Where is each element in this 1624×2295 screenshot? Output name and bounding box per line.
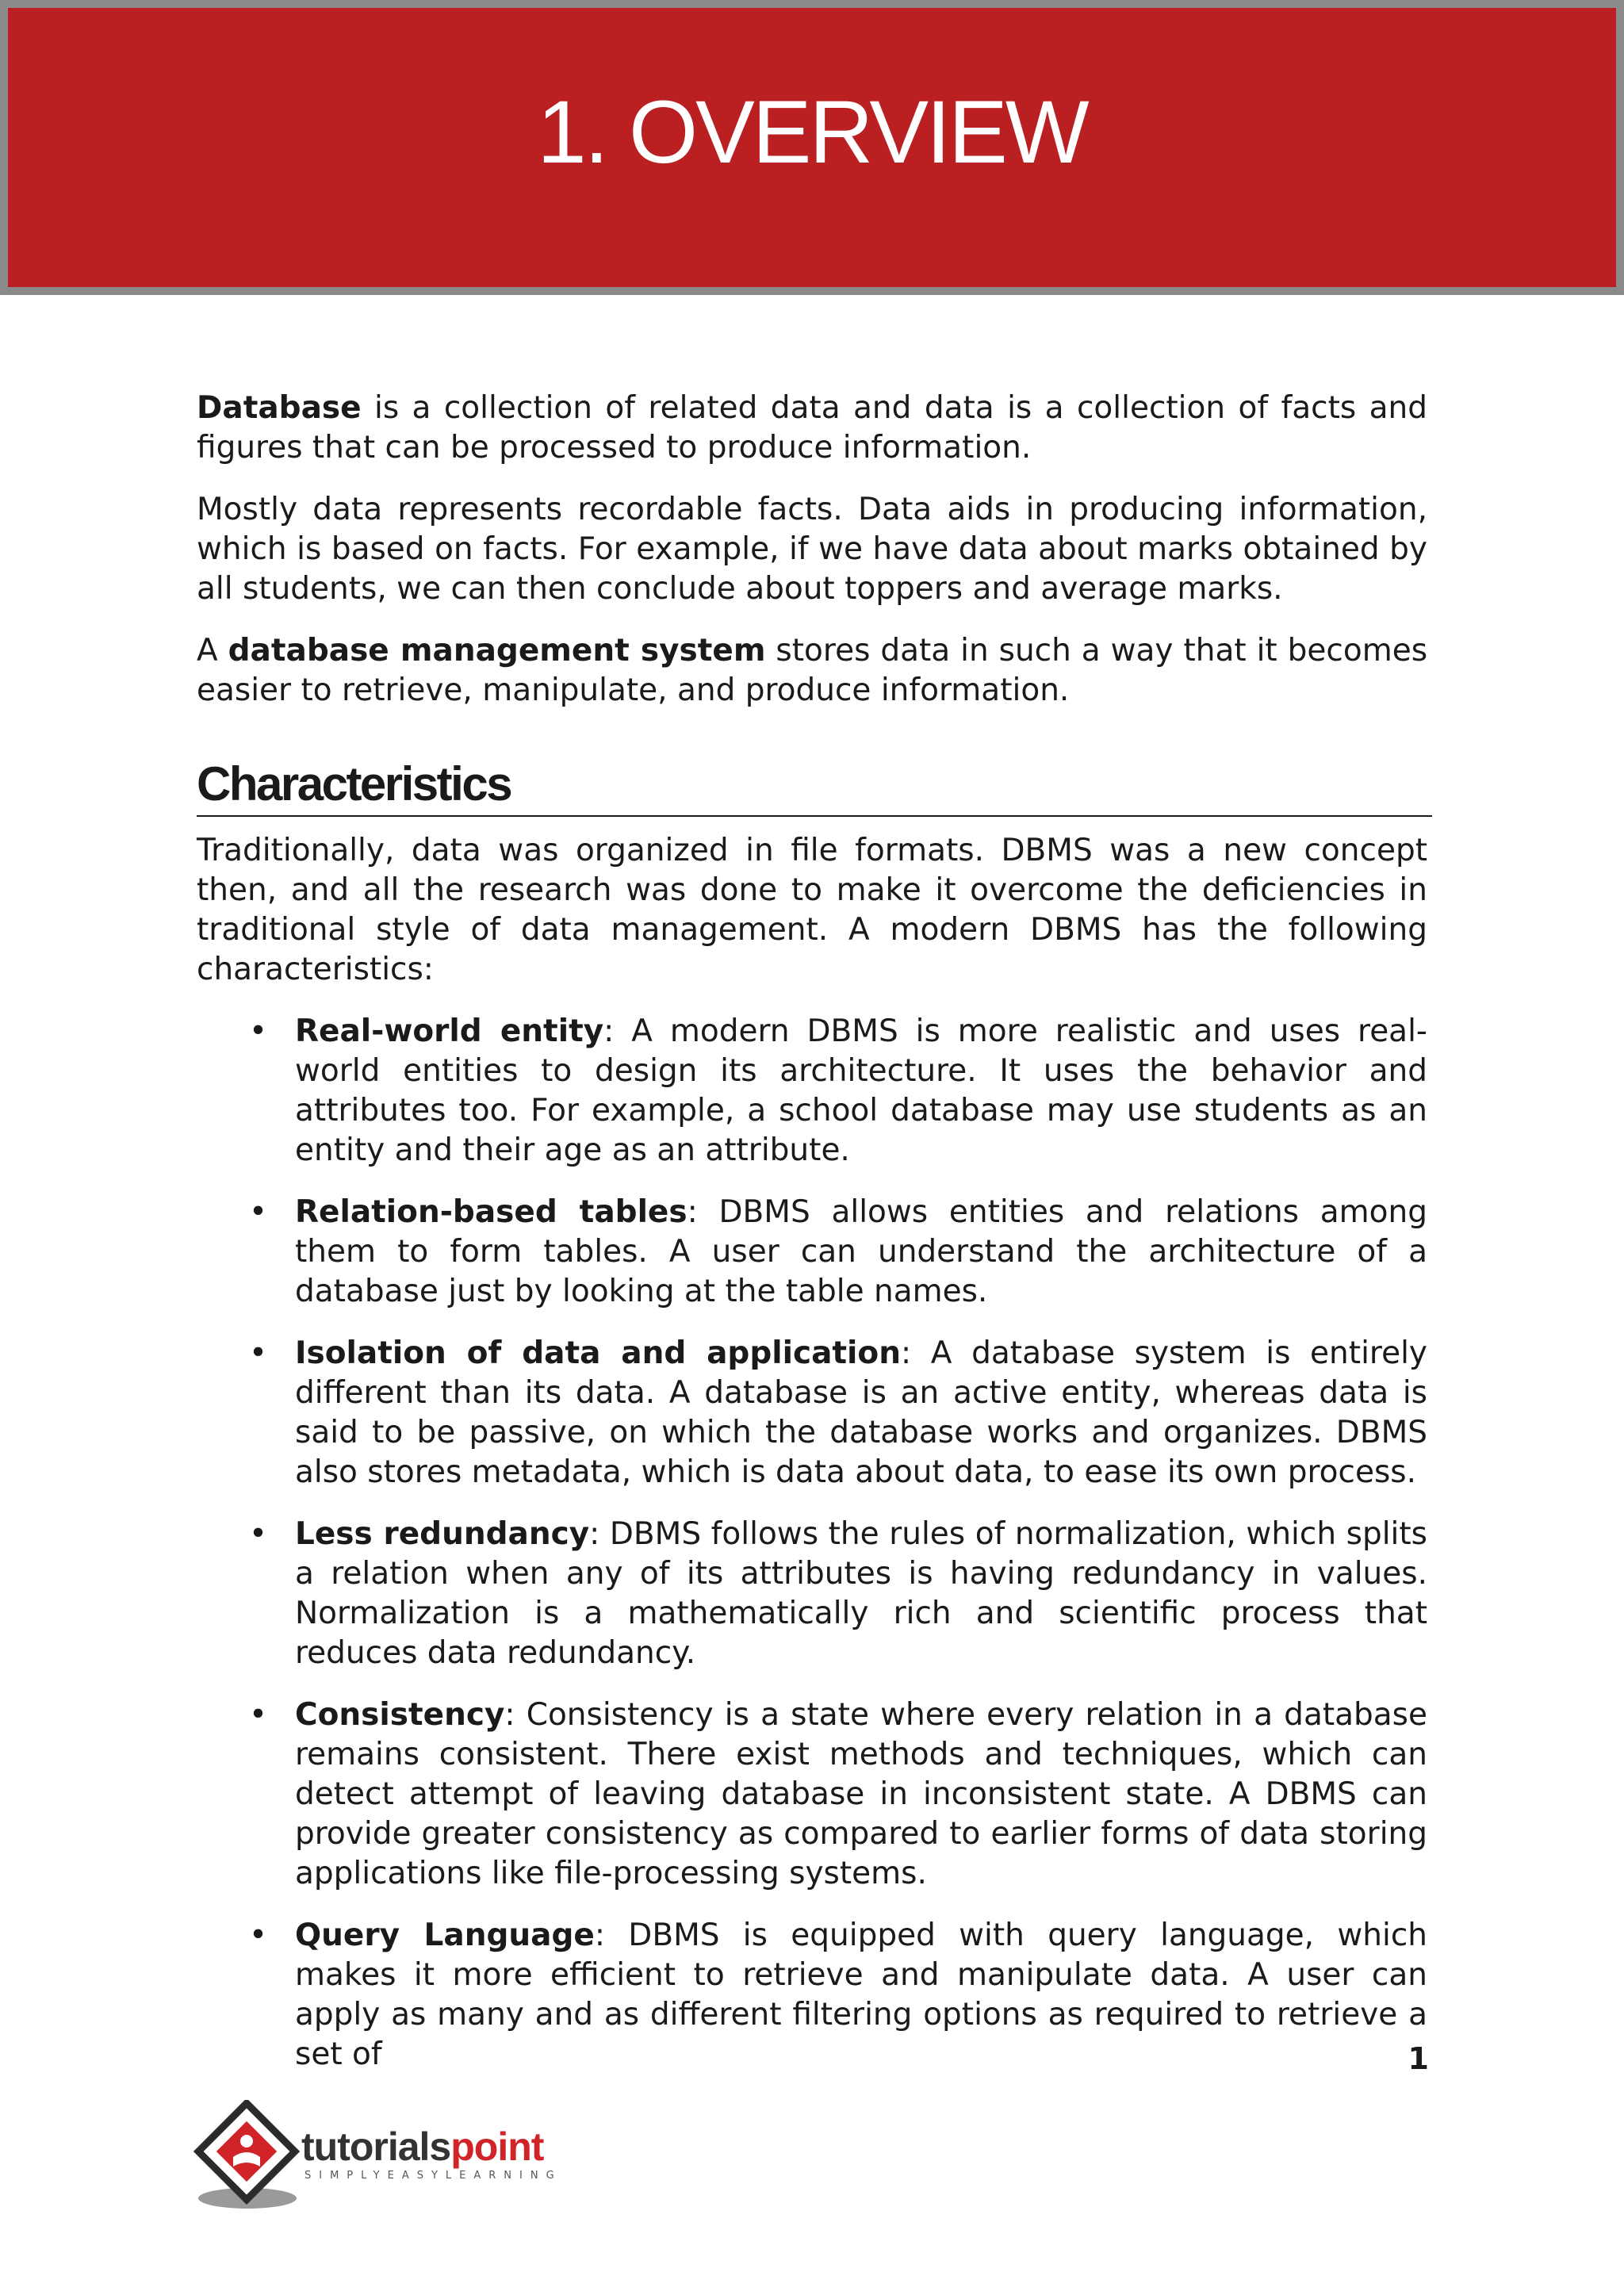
- chapter-title: 1. OVERVIEW: [537, 82, 1087, 182]
- logo-tagline: SIMPLYEASYLEARNING: [304, 2170, 562, 2182]
- intro-paragraph-1: [197, 389, 1427, 468]
- bullet-icon: •: [249, 1516, 268, 1552]
- bullet-icon: •: [249, 1194, 268, 1230]
- item-text: : A modern DBMS is more realistic and uses real-world entities to design its architecture. It uses the behavior and attributes too. For example, a school database may use students as an entity and their age as an attribute.: [295, 1013, 1427, 1168]
- list-item: [197, 1334, 1427, 1492]
- list-item: [197, 1193, 1427, 1312]
- bullet-icon: •: [249, 1918, 268, 1953]
- logo-wordmark: [301, 2124, 543, 2170]
- chapter-header-inner: [8, 8, 1616, 287]
- dbms-term: database management system: [228, 633, 766, 669]
- item-term: Query Language: [295, 1918, 595, 1953]
- item-text: : DBMS allows entities and relations among them to form tables. A user can understand the architecture of a database just by looking at the table names.: [295, 1194, 1427, 1309]
- item-text: : DBMS is equipped with query language, which makes it more efficient to retrieve and manipulate data. A user can apply as many and as different filtering options as required to retrieve a set of: [295, 1918, 1428, 2072]
- list-item: [197, 1515, 1427, 1673]
- characteristics-intro: Traditionally, data was organized in file formats. DBMS was a new concept then, and all the research was done to make it overcome the deficiencies in traditional style of data management. A modern DBMS has the following characteristics:: [197, 833, 1427, 987]
- logo-emblem-icon: [193, 2100, 304, 2213]
- item-term: Relation-based tables: [295, 1194, 688, 1230]
- characteristics-list: [197, 1012, 1427, 2075]
- logo-text-red: point: [450, 2125, 544, 2169]
- list-item: [197, 1916, 1427, 2075]
- dbms-prefix: A: [197, 633, 228, 669]
- list-item: [197, 1012, 1427, 1170]
- dbms-text: stores data in such a way that it becomes easier to retrieve, manipulate, and produce information.: [197, 633, 1428, 708]
- intro-text: is a collection of related data and data is a collection of facts and figures that can be processed to produce information.: [197, 390, 1427, 466]
- item-text: : Consistency is a state where every relation in a database remains consistent. There exist methods and techniques, which can detect attempt of leaving database in inconsistent state. A DBMS can provide greater consistency as compared to earlier forms of data storing applications like file-processing systems.: [295, 1697, 1427, 1891]
- item-term: Less redundancy: [295, 1516, 590, 1552]
- section-heading-characteristics: Characteristics: [197, 757, 1432, 817]
- bullet-icon: •: [249, 1697, 268, 1733]
- intro-paragraph-2: [197, 490, 1427, 609]
- dbms-paragraph: [197, 631, 1427, 711]
- bullet-icon: •: [249, 1013, 268, 1049]
- list-item: [197, 1695, 1427, 1894]
- tutorialspoint-logo: [193, 2100, 574, 2213]
- intro-text: Mostly data represents recordable facts. Data aids in producing information, which is based on facts. For example, if we have data about marks obtained by all students, we can then conclude about toppers and average marks.: [197, 492, 1427, 607]
- item-term: Consistency: [295, 1697, 505, 1733]
- page-content: [197, 389, 1427, 2097]
- item-term: Real-world entity: [295, 1013, 604, 1049]
- intro-term: Database: [197, 390, 362, 426]
- logo-text-dark: tutorials: [301, 2125, 451, 2169]
- item-text: : A database system is entirely different than its data. A database is an active entity, whereas data is said to be passive, on which the database works and organizes. DBMS also stores metadata, which is data about data, to ease its own process.: [295, 1335, 1427, 1490]
- item-term: Isolation of data and application: [295, 1335, 901, 1371]
- bullet-icon: •: [249, 1335, 268, 1371]
- item-text: : DBMS follows the rules of normalization, which splits a relation when any of its attributes is having redundancy in values. Normalization is a mathematically rich and scientific process that reduces data redundancy.: [295, 1516, 1427, 1671]
- chapter-header-band: [0, 0, 1624, 295]
- page-number: 1: [1408, 2041, 1429, 2076]
